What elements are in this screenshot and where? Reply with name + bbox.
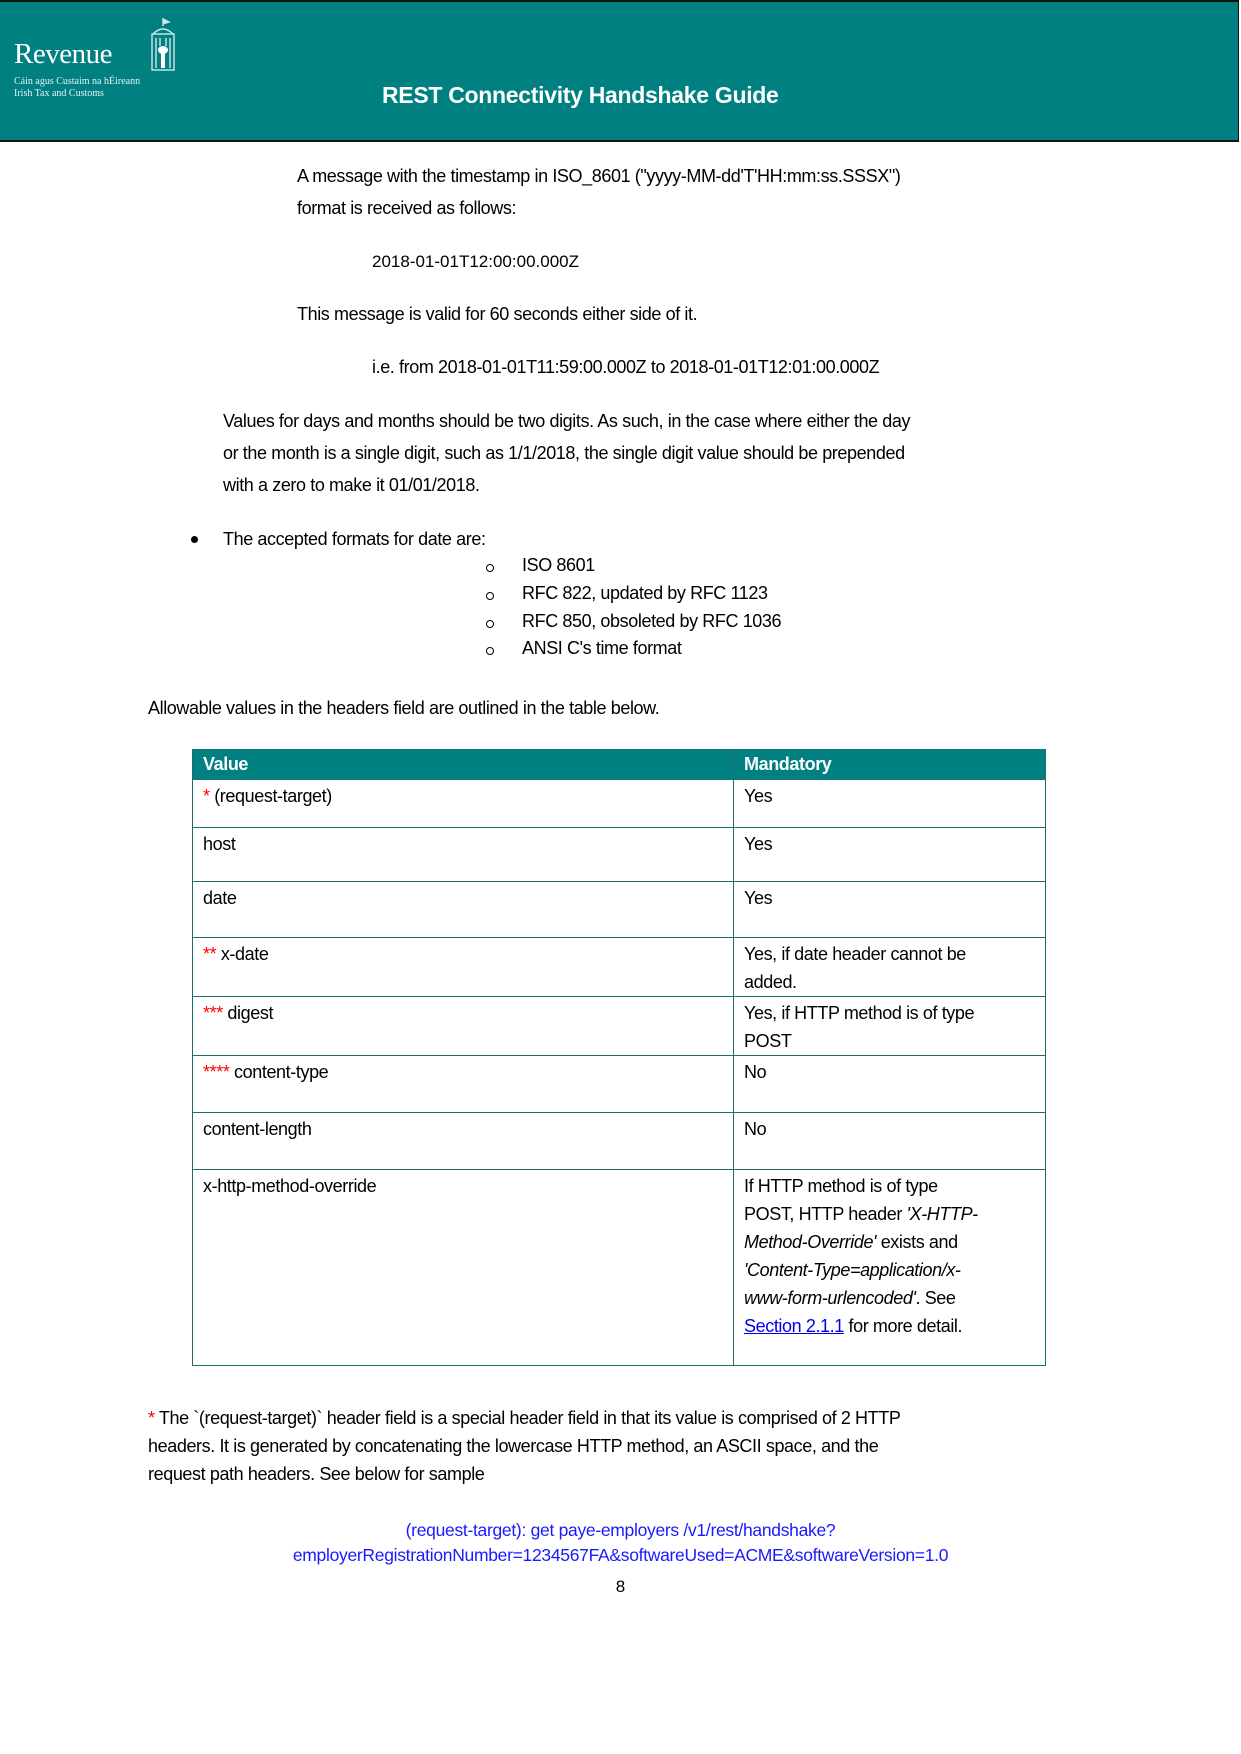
sample-request-target-line-1: (request-target): get paye-employers /v1/rest/handshake? [405,1520,836,1540]
sub-bullet-icon [486,647,494,655]
format-item: ANSI C's time format [522,638,682,658]
table-row [193,1056,1046,1113]
logo-subtitle-english: Irish Tax and Customs [14,88,104,99]
table-intro: Allowable values in the headers field are outlined in the table below. [148,698,660,718]
custom-house-tower-icon [148,16,178,72]
example-timestamp: 2018-01-01T12:00:00.000Z [372,252,579,271]
two-digit-para-line-2: or the month is a single digit, such as 1/1/2018, the single digit value should be prepended [223,443,905,463]
intro-line-2: format is received as follows: [297,198,517,218]
mandatory-line: If HTTP method is of type [744,1176,938,1196]
headers-table [192,749,1046,1366]
mandatory-line: POST, HTTP header [744,1204,907,1224]
document-header [0,0,1239,142]
two-digit-para-line-3: with a zero to make it 01/01/2018. [223,475,480,495]
header-name: digest [222,1003,274,1023]
value-cell [193,938,734,997]
mandatory-line: for more detail. [843,1316,963,1336]
table-row [193,1113,1046,1170]
value-cell [193,997,734,1056]
value-cell: date [193,882,734,938]
table-row [193,997,1046,1056]
mandatory-cell: No [734,1113,1046,1170]
mandatory-line: added. [744,972,797,992]
column-header-value: Value [193,750,734,780]
format-item: RFC 850, obsoleted by RFC 1036 [522,611,782,631]
table-row [193,938,1046,997]
content-type-italic: 'Content-Type=application/x- [744,1260,961,1280]
format-item: RFC 822, updated by RFC 1123 [522,583,768,603]
header-name-italic: Method-Override' [744,1232,877,1252]
mandatory-cell [734,938,1046,997]
intro-line-1: A message with the timestamp in ISO_8601 ("yyyy-MM-dd'T'HH:mm:ss.SSSX") [297,166,901,186]
table-row [193,1170,1046,1366]
accepted-formats-label: The accepted formats for date are: [223,529,486,549]
mandatory-cell: Yes [734,882,1046,938]
mandatory-cell: Yes [734,828,1046,882]
sub-bullet-icon [486,620,494,628]
value-cell [193,1056,734,1113]
mandatory-line: POST [744,1031,792,1051]
document-title: REST Connectivity Handshake Guide [382,82,779,108]
value-cell: content-length [193,1113,734,1170]
value-cell: x-http-method-override [193,1170,734,1366]
bullet-icon [191,536,198,543]
page-number: 8 [615,1577,626,1596]
sample-request-target-line-2: employerRegistrationNumber=1234567FA&softwareUsed=ACME&softwareVersion=1.0 [292,1545,949,1565]
mandatory-cell [734,997,1046,1056]
sub-bullet-icon [486,592,494,600]
sub-bullet-icon [486,564,494,572]
mandatory-cell: Yes [734,780,1046,828]
logo-subtitle-irish: Cáin agus Custaim na hÉireann [14,76,141,87]
content-type-italic: www-form-urlencoded' [744,1288,916,1308]
footnote-line-1 [148,1404,900,1432]
header-name: (request-target) [209,786,332,806]
logo-wordmark: Revenue [14,38,112,70]
footnote-marker: * [148,1408,155,1428]
mandatory-cell: No [734,1056,1046,1113]
section-2-1-1-link[interactable]: Section 2.1.1 [744,1316,844,1336]
footnote-marker: ** [203,944,217,964]
footnote-marker: **** [203,1062,230,1082]
mandatory-line: exists and [876,1232,958,1252]
footnote-line-2: headers. It is generated by concatenating the lowercase HTTP method, an ASCII space, and the [148,1436,879,1456]
table-row [193,828,1046,882]
footnote-marker: *** [203,1003,223,1023]
mandatory-line: Yes, if HTTP method is of type [744,1003,975,1023]
revenue-logo [14,16,184,106]
mandatory-cell [734,1170,1046,1366]
column-header-mandatory: Mandatory [734,750,1046,780]
header-name: x-date [216,944,269,964]
two-digit-para-line-1: Values for days and months should be two digits. As such, in the case where either the day [223,411,911,431]
validity-text: This message is valid for 60 seconds either side of it. [297,304,698,324]
footnote-marker: * [203,786,210,806]
table-row [193,882,1046,938]
validity-range: i.e. from 2018-01-01T11:59:00.000Z to 2018-01-01T12:01:00.000Z [372,357,880,377]
footnote-line-3: request path headers. See below for sample [148,1464,485,1484]
footnote-text: The `(request-target)` header field is a special header field in that its value is comprised of 2 HTTP [154,1408,901,1428]
mandatory-line: Yes, if date header cannot be [744,944,966,964]
format-item: ISO 8601 [522,555,595,575]
header-name-italic: 'X-HTTP- [906,1204,978,1224]
value-cell: host [193,828,734,882]
table-header-row [193,750,1046,780]
header-name: content-type [229,1062,329,1082]
table-row [193,780,1046,828]
mandatory-line: . See [915,1288,956,1308]
value-cell [193,780,734,828]
